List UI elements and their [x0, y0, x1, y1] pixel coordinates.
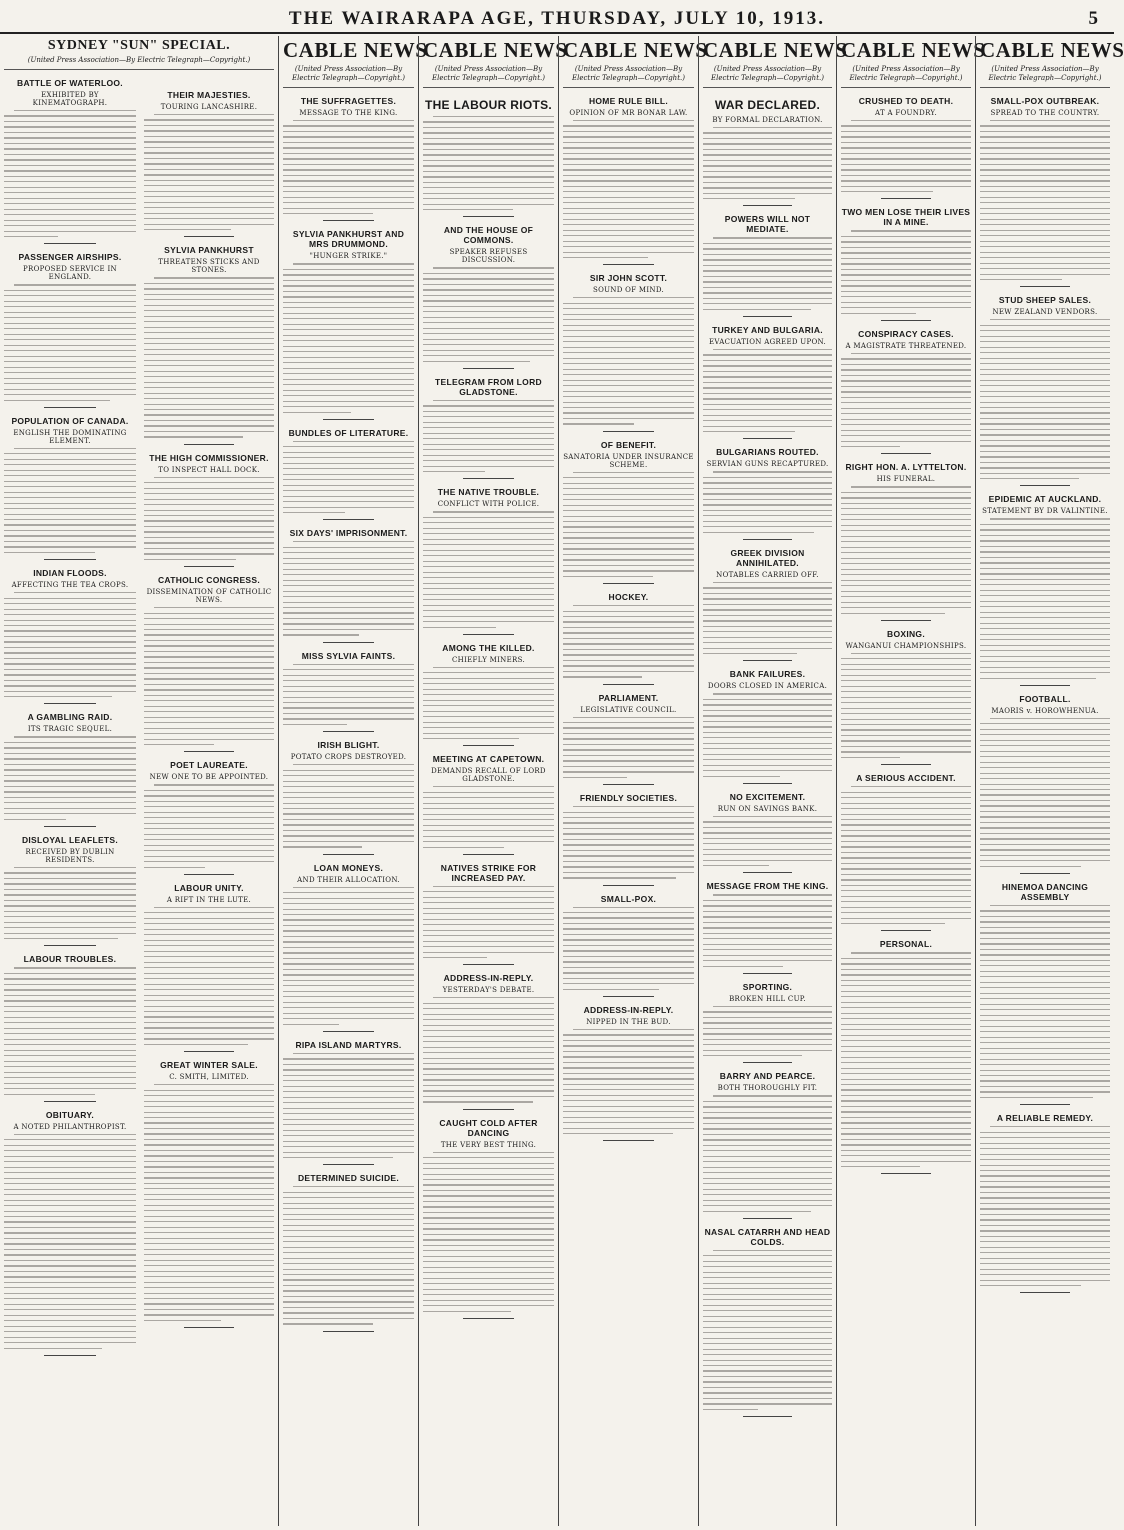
masthead-title: THE WAIRARAPA AGE, THURSDAY, JULY 10, 1913. — [288, 8, 826, 29]
article-body-text — [423, 886, 554, 958]
article-body-text — [841, 786, 971, 924]
article-headline: THEIR MAJESTIES. — [167, 90, 251, 100]
article-headline: SMALL-POX. — [600, 893, 657, 904]
article-subheadline: RUN ON SAVINGS BANK. — [717, 804, 818, 813]
article-headline: INDIAN FLOODS. — [33, 568, 107, 579]
article-body-text — [563, 120, 694, 258]
article-divider — [743, 1062, 792, 1063]
column-subheader: (United Press Association—By Electric Telegraph—Copyright.) — [841, 65, 971, 88]
article-divider — [881, 1173, 931, 1174]
article-subheadline: BY FORMAL DECLARATION. — [712, 116, 823, 124]
column-cable-news-5 — [836, 36, 986, 1526]
article-body-text — [423, 667, 554, 739]
article-headline: LABOUR TROUBLES. — [23, 954, 117, 965]
article-headline: CRUSHED TO DEATH. — [858, 96, 954, 106]
article-subheadline: AFFECTING THE TEA CROPS. — [11, 581, 129, 590]
article-body-text — [703, 816, 832, 867]
article-divider — [44, 559, 96, 560]
article-headline: PERSONAL. — [879, 939, 933, 950]
article-headline: NATIVES STRIKE FOR INCREASED PAY. — [440, 862, 537, 883]
article-headline: ADDRESS-IN-REPLY. — [583, 1004, 674, 1015]
article-body-text — [841, 353, 971, 447]
article-divider — [1020, 1292, 1070, 1293]
article-body-text — [4, 284, 136, 400]
article-body-text — [703, 127, 832, 199]
column-cable-news-2 — [418, 36, 568, 1526]
article-body-text — [423, 1152, 554, 1312]
article-headline: LOAN MONEYS. — [313, 862, 384, 873]
article-subheadline: CONFLICT WITH POLICE. — [437, 500, 540, 509]
article-body-text — [980, 905, 1110, 1098]
article-headline: DISLOYAL LEAFLETS. — [21, 834, 119, 845]
column-subheader: (United Press Association—By Electric Telegraph—Copyright.) — [4, 56, 274, 70]
article-headline: WAR DECLARED. — [714, 98, 821, 112]
article-divider — [743, 316, 792, 317]
article-subheadline: YESTERDAY'S DEBATE. — [442, 986, 535, 995]
article-body-text — [563, 297, 694, 424]
column-subheader: (United Press Association—By Electric Telegraph—Copyright.) — [703, 65, 832, 88]
article-headline: FRIENDLY SOCIETIES. — [579, 793, 678, 804]
article-subheadline: THREATENS STICKS AND STONES. — [158, 258, 260, 275]
article-subheadline: SERVIAN GUNS RECAPTURED. — [706, 460, 829, 469]
article-headline: BARRY AND PEARCE. — [719, 1071, 816, 1082]
article-headline: LABOUR UNITY. — [174, 882, 244, 893]
article-divider — [463, 1109, 514, 1110]
article-body-text — [283, 120, 414, 214]
article-subheadline: STATEMENT BY DR VALINTINE. — [982, 507, 1108, 516]
column-header: CABLE NEWS — [980, 38, 1124, 62]
article-divider — [603, 684, 654, 685]
article-body-text — [841, 230, 971, 313]
article-body-text — [980, 718, 1110, 867]
article-divider — [743, 872, 792, 873]
column-header: CABLE NEWS — [841, 38, 986, 62]
article-headline: SIX DAYS' IMPRISONMENT. — [289, 528, 408, 539]
article-headline: HINEMOA DANCING ASSEMBLY — [1001, 881, 1089, 902]
article-body-text — [283, 887, 414, 1025]
article-headline: POPULATION OF CANADA. — [11, 415, 129, 426]
article-divider — [44, 1355, 96, 1356]
article-headline: BATTLE OF WATERLOO. — [17, 78, 123, 88]
article-divider — [463, 745, 514, 746]
article-subheadline: LEGISLATIVE COUNCIL. — [580, 705, 677, 714]
article-body-text — [144, 784, 274, 867]
article-divider — [44, 945, 96, 946]
article-subheadline: CHIEFLY MINERS. — [452, 655, 525, 664]
column-cable-news-3 — [558, 36, 708, 1526]
article-subheadline: NEW ZEALAND VENDORS. — [992, 308, 1098, 317]
article-body-text — [423, 997, 554, 1102]
article-body-text — [144, 1084, 274, 1321]
article-subheadline: "HUNGER STRIKE." — [309, 252, 388, 261]
article-body-text — [563, 717, 694, 779]
article-divider — [323, 731, 374, 732]
column-header: CABLE NEWS — [703, 38, 848, 62]
article-body-text — [703, 471, 832, 533]
article-headline: NASAL CATARRH AND HEAD COLDS. — [704, 1226, 831, 1247]
column-sydney-sun-2 — [140, 36, 278, 1526]
article-body-text — [703, 1006, 832, 1057]
article-subheadline: NOTABLES CARRIED OFF. — [716, 570, 819, 579]
article-divider — [1020, 485, 1070, 486]
article-headline: CONSPIRACY CASES. — [858, 328, 954, 339]
article-divider — [1020, 685, 1070, 686]
column-header: CABLE NEWS — [423, 38, 568, 62]
article-body-text — [144, 907, 274, 1045]
article-divider — [323, 419, 374, 420]
article-divider — [743, 660, 792, 661]
article-divider — [603, 1140, 654, 1141]
article-subheadline: NEW ONE TO BE APPOINTED. — [149, 773, 269, 782]
column-subheader: (United Press Association—By Electric Telegraph—Copyright.) — [563, 65, 694, 88]
article-body-text — [703, 349, 832, 432]
article-divider — [603, 264, 654, 265]
article-body-text — [283, 541, 414, 635]
article-headline: DETERMINED SUICIDE. — [297, 1173, 400, 1184]
column-cable-news-1 — [278, 36, 428, 1526]
article-divider — [1020, 286, 1070, 287]
article-subheadline: A MAGISTRATE THREATENED. — [845, 341, 967, 350]
article-body-text — [144, 477, 274, 560]
article-divider — [184, 566, 234, 567]
article-divider — [323, 642, 374, 643]
article-body-text — [283, 1053, 414, 1158]
article-headline: CAUGHT COLD AFTER DANCING — [439, 1117, 538, 1138]
column-header: CABLE NEWS — [563, 38, 708, 62]
article-body-text — [563, 605, 694, 677]
article-body-text — [283, 664, 414, 726]
article-body-text — [841, 120, 971, 192]
article-divider — [743, 205, 792, 206]
article-headline: SIR JOHN SCOTT. — [589, 273, 668, 284]
article-headline: A GAMBLING RAID. — [27, 712, 113, 723]
article-headline: THE HIGH COMMISSIONER. — [149, 452, 269, 463]
article-divider — [881, 453, 931, 454]
article-headline: IRISH BLIGHT. — [317, 740, 380, 751]
article-subheadline: BROKEN HILL CUP. — [729, 994, 806, 1003]
article-subheadline: TOURING LANCASHIRE. — [160, 103, 258, 111]
article-subheadline: C. SMITH, LIMITED. — [169, 1073, 249, 1082]
article-body-text — [144, 277, 274, 437]
column-subheader: (United Press Association—By Electric Telegraph—Copyright.) — [423, 65, 554, 88]
article-body-text — [283, 1186, 414, 1324]
article-subheadline: EXHIBITED BY KINEMATOGRAPH. — [32, 91, 108, 107]
article-headline: SYLVIA PANKHURST AND MRS DRUMMOND. — [292, 229, 405, 250]
article-divider — [881, 930, 931, 931]
article-body-text — [841, 952, 971, 1167]
article-headline: CATHOLIC CONGRESS. — [157, 575, 261, 586]
article-body-text — [144, 607, 274, 745]
article-subheadline: DOORS CLOSED IN AMERICA. — [707, 682, 828, 691]
article-headline: PARLIAMENT. — [598, 692, 659, 703]
article-divider — [323, 1164, 374, 1165]
article-divider — [463, 854, 514, 855]
article-body-text — [980, 120, 1110, 280]
article-headline: BANK FAILURES. — [729, 669, 806, 680]
column-cable-news-6 — [975, 36, 1124, 1526]
masthead — [0, 6, 1114, 34]
article-subheadline: NIPPED IN THE BUD. — [586, 1017, 671, 1026]
article-divider — [323, 854, 374, 855]
article-headline: BULGARIANS ROUTED. — [716, 447, 819, 458]
article-subheadline: A NOTED PHILANTHROPIST. — [13, 1122, 127, 1131]
article-body-text — [4, 736, 136, 819]
article-body-text — [423, 116, 554, 210]
article-body-text — [703, 1095, 832, 1211]
article-headline: GREEK DIVISION ANNIHILATED. — [730, 547, 805, 568]
article-headline: TELEGRAM FROM LORD GLADSTONE. — [435, 376, 542, 397]
article-divider — [184, 874, 234, 875]
article-body-text — [4, 967, 136, 1094]
article-headline: TWO MEN LOSE THEIR LIVES IN A MINE. — [841, 207, 971, 228]
article-subheadline: WANGANUI CHAMPIONSHIPS. — [845, 641, 967, 650]
article-divider — [743, 438, 792, 439]
article-divider — [184, 1327, 234, 1328]
article-divider — [44, 243, 96, 244]
article-body-text — [4, 1134, 136, 1349]
article-subheadline: DISSEMINATION OF CATHOLIC NEWS. — [146, 588, 272, 605]
article-subheadline: A RIFT IN THE LUTE. — [166, 895, 252, 904]
article-divider — [881, 764, 931, 765]
article-headline: BUNDLES OF LITERATURE. — [288, 427, 409, 438]
article-subheadline: SPEAKER REFUSES DISCUSSION. — [449, 248, 528, 265]
article-divider — [881, 620, 931, 621]
article-subheadline: THE VERY BEST THING. — [440, 1140, 537, 1149]
article-divider — [44, 703, 96, 704]
article-subheadline: ITS TRAGIC SEQUEL. — [27, 725, 113, 734]
article-body-text — [144, 114, 274, 230]
article-divider — [463, 964, 514, 965]
article-divider — [603, 431, 654, 432]
article-headline: HOME RULE BILL. — [588, 96, 669, 106]
article-divider — [323, 1031, 374, 1032]
article-body-text — [423, 786, 554, 848]
article-body-text — [563, 907, 694, 990]
article-body-text — [563, 1029, 694, 1134]
article-body-text — [4, 867, 136, 939]
article-subheadline: OPINION OF MR BONAR LAW. — [569, 109, 688, 117]
article-headline: HOCKEY. — [608, 592, 649, 603]
article-subheadline: MAORIS v. HOROWHENUA. — [991, 706, 1099, 715]
article-body-text — [703, 237, 832, 309]
article-subheadline: SOUND OF MIND. — [592, 286, 665, 295]
article-divider — [881, 320, 931, 321]
article-body-text — [4, 110, 136, 237]
column-header: SYDNEY "SUN" SPECIAL. — [47, 38, 231, 53]
article-headline: NO EXCITEMENT. — [729, 791, 806, 802]
article-subheadline: TO INSPECT HALL DOCK. — [158, 465, 260, 474]
article-subheadline: HIS FUNERAL. — [876, 475, 936, 484]
article-headline: AND THE HOUSE OF COMMONS. — [443, 225, 534, 246]
column-cable-news-4 — [698, 36, 848, 1526]
article-headline: POET LAUREATE. — [170, 760, 248, 771]
article-divider — [323, 220, 374, 221]
article-divider — [881, 198, 931, 199]
article-headline: MISS SYLVIA FAINTS. — [301, 650, 396, 661]
article-headline: A RELIABLE REMEDY. — [996, 1113, 1094, 1124]
article-headline: ADDRESS-IN-REPLY. — [443, 973, 534, 984]
article-subheadline: RECEIVED BY DUBLIN RESIDENTS. — [25, 847, 115, 864]
article-divider — [603, 885, 654, 886]
article-body-text — [980, 1126, 1110, 1286]
article-body-text — [841, 653, 971, 758]
article-subheadline: AT A FOUNDRY. — [875, 109, 937, 117]
article-divider — [44, 826, 96, 827]
column-subheader: (United Press Association—By Electric Telegraph—Copyright.) — [980, 65, 1110, 88]
article-divider — [463, 216, 514, 217]
article-headline: GREAT WINTER SALE. — [160, 1060, 258, 1071]
article-headline: A SERIOUS ACCIDENT. — [856, 773, 956, 784]
page-number: 5 — [1088, 8, 1098, 29]
article-headline: THE SUFFRAGETTES. — [300, 96, 397, 106]
article-divider — [463, 368, 514, 369]
article-body-text — [980, 319, 1110, 479]
article-body-text — [703, 894, 832, 966]
article-headline: POWERS WILL NOT MEDIATE. — [724, 214, 811, 235]
article-subheadline: ENGLISH THE DOMINATING ELEMENT. — [13, 428, 127, 445]
article-headline: BOXING. — [887, 628, 925, 639]
article-divider — [743, 539, 792, 540]
article-divider — [323, 1331, 374, 1332]
column-subheader: (United Press Association—By Electric Telegraph—Copyright.) — [283, 65, 414, 88]
article-divider — [184, 1051, 234, 1052]
article-subheadline: AND THEIR ALLOCATION. — [297, 875, 400, 884]
article-body-text — [283, 263, 414, 412]
article-headline: RIGHT HON. A. LYTTELTON. — [845, 462, 967, 473]
article-headline: OBITUARY. — [45, 1109, 95, 1120]
article-divider — [463, 1318, 514, 1319]
article-body-text — [283, 441, 414, 513]
article-headline: THE NATIVE TROUBLE. — [437, 487, 540, 498]
article-body-text — [703, 693, 832, 776]
article-divider — [743, 1416, 792, 1417]
article-subheadline: EVACUATION AGREED UPON. — [708, 337, 827, 346]
article-subheadline: PROPOSED SERVICE IN ENGLAND. — [23, 265, 117, 282]
article-headline: AMONG THE KILLED. — [442, 642, 535, 653]
article-subheadline: DEMANDS RECALL OF LORD GLADSTONE. — [431, 767, 546, 784]
article-divider — [184, 444, 234, 445]
article-headline: THE LABOUR RIOTS. — [424, 98, 553, 112]
article-divider — [44, 407, 96, 408]
article-divider — [743, 1218, 792, 1219]
article-divider — [1020, 1104, 1070, 1105]
article-body-text — [423, 511, 554, 627]
article-headline: TURKEY AND BULGARIA. — [712, 324, 823, 335]
article-divider — [743, 783, 792, 784]
article-subheadline: BOTH THOROUGHLY FIT. — [717, 1084, 818, 1093]
article-divider — [603, 583, 654, 584]
article-body-text — [563, 472, 694, 577]
article-headline: FOOTBALL. — [1019, 693, 1071, 704]
article-divider — [1020, 873, 1070, 874]
article-body-text — [980, 518, 1110, 678]
article-divider — [323, 519, 374, 520]
article-divider — [743, 973, 792, 974]
article-headline: EPIDEMIC AT AUCKLAND. — [988, 494, 1102, 505]
article-divider — [184, 751, 234, 752]
article-body-text — [563, 806, 694, 878]
article-divider — [44, 1101, 96, 1102]
article-body-text — [423, 267, 554, 361]
article-headline: MEETING AT CAPETOWN. — [432, 754, 545, 765]
article-body-text — [4, 448, 136, 553]
article-body-text — [841, 486, 971, 613]
article-divider — [603, 784, 654, 785]
article-body-text — [283, 764, 414, 847]
article-headline: PASSENGER AIRSHIPS. — [18, 252, 122, 263]
article-headline: OF BENEFIT. — [600, 439, 657, 450]
article-subheadline: SANATORIA UNDER INSURANCE SCHEME. — [563, 452, 694, 469]
article-headline: RIPA ISLAND MARTYRS. — [295, 1039, 402, 1050]
article-headline: STUD SHEEP SALES. — [998, 295, 1092, 306]
article-subheadline: POTATO CROPS DESTROYED. — [290, 753, 407, 762]
article-subheadline: SPREAD TO THE COUNTRY. — [990, 109, 1100, 117]
article-divider — [603, 996, 654, 997]
article-body-text — [4, 592, 136, 697]
article-divider — [463, 478, 514, 479]
article-headline: SYLVIA PANKHURST — [164, 245, 254, 256]
article-headline: SPORTING. — [742, 981, 793, 992]
article-headline: MESSAGE FROM THE KING. — [706, 881, 829, 892]
article-divider — [184, 236, 234, 237]
article-body-text — [423, 400, 554, 472]
article-subheadline: MESSAGE TO THE KING. — [299, 109, 398, 117]
article-body-text — [703, 1250, 832, 1410]
column-header: CABLE NEWS — [283, 38, 428, 62]
article-divider — [463, 634, 514, 635]
article-headline: SMALL-POX OUTBREAK. — [990, 96, 1100, 106]
article-body-text — [703, 582, 832, 654]
